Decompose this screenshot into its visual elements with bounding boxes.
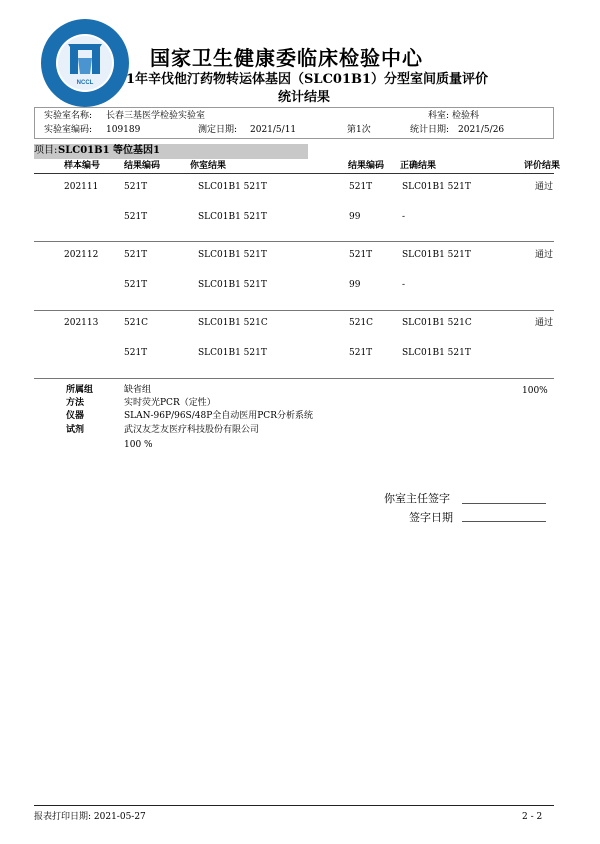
correct-result: SLC01B1 521T [402,182,471,192]
correct-result: SLC01B1 521T [402,348,471,358]
result-code: 521T [124,280,148,290]
reagent-value: 武汉友芝友医疗科技股份有限公司 [124,425,260,435]
result-code-2: 99 [349,280,361,290]
result-code-2: 99 [349,212,361,222]
result-code: 521T [124,250,148,260]
col-header-eval: 评价结果 [524,161,561,171]
dept-label: 科室: [428,111,450,121]
method-value: 实时荧光PCR（定性） [124,398,216,408]
stat-date-label: 统计日期: [410,125,450,135]
result-code: 521T [124,182,148,192]
lab-code-label: 实验室编码: [44,125,93,135]
footer-divider [34,805,554,806]
group-value: 缺省组 [124,385,152,395]
col-header-code2: 结果编码 [348,161,385,171]
your-result: SLC01B1 521T [198,212,267,222]
eval-result: 通过 [535,318,554,328]
nccl-logo [40,18,130,108]
dept-value: 检验科 [452,111,480,121]
stat-date-value: 2021/5/26 [458,125,505,135]
col-header-sample: 样本编号 [64,161,101,171]
pass-rate-right: 100% [522,386,548,396]
result-code-2: 521T [349,348,373,358]
sample-id: 202112 [64,250,99,260]
correct-result: - [402,280,406,290]
lab-name-value: 长春三基医学检验实验室 [106,111,206,121]
page-number: 2 - 2 [522,812,543,822]
print-date: 报表打印日期: 2021-05-27 [34,812,146,822]
col-header-correct: 正确结果 [400,161,437,171]
your-result: SLC01B1 521T [198,280,267,290]
correct-result: SLC01B1 521C [402,318,472,328]
pass-rate: 100 % [124,440,153,450]
signature-date-label: 签字日期 [409,511,453,524]
test-date-label: 测定日期: [198,125,238,135]
result-code: 521C [124,318,149,328]
result-code: 521T [124,348,148,358]
eval-result: 通过 [535,250,554,260]
sample-id: 202111 [64,182,99,192]
result-code-2: 521C [349,318,374,328]
page-title: 国家卫生健康委临床检验中心 [150,46,423,70]
project-value: SLC01B1 等位基因1 [58,145,160,156]
your-result: SLC01B1 521C [198,318,268,328]
reagent-label: 试剂 [66,425,85,435]
instrument-value: SLAN-96P/96S/48P全自动医用PCR分析系统 [124,411,313,421]
result-code-2: 521T [349,182,373,192]
correct-result: SLC01B1 521T [402,250,471,260]
sample-id: 202113 [64,318,99,328]
group-divider [34,310,554,311]
your-result: SLC01B1 521T [198,250,267,260]
group-label: 所属组 [66,385,94,395]
project-label: 项目: [34,145,58,156]
signature-date-line [462,521,546,522]
group-divider [34,378,554,379]
group-divider [34,241,554,242]
director-signature-line [462,503,546,504]
test-date-value: 2021/5/11 [250,125,297,135]
col-header-code1: 结果编码 [124,161,161,171]
director-signature-label: 你室主任签字 [384,492,450,505]
method-label: 方法 [66,398,85,408]
your-result: SLC01B1 521T [198,182,267,192]
result-code-2: 521T [349,250,373,260]
instrument-label: 仪器 [66,411,85,421]
your-result: SLC01B1 521T [198,348,267,358]
col-header-your: 你室结果 [190,161,227,171]
svg-text:NCCL: NCCL [76,80,94,86]
round-label: 第1次 [347,125,371,135]
correct-result: - [402,212,406,222]
header-divider [34,173,554,174]
lab-code-value: 109189 [106,125,141,135]
page-subtitle: 1年辛伐他汀药物转运体基因（SLC01B1）分型室间质量评价 [126,72,489,87]
result-code: 521T [124,212,148,222]
lab-name-label: 实验室名称: [44,111,93,121]
page-subtitle-2: 统计结果 [278,90,331,105]
eval-result: 通过 [535,182,554,192]
